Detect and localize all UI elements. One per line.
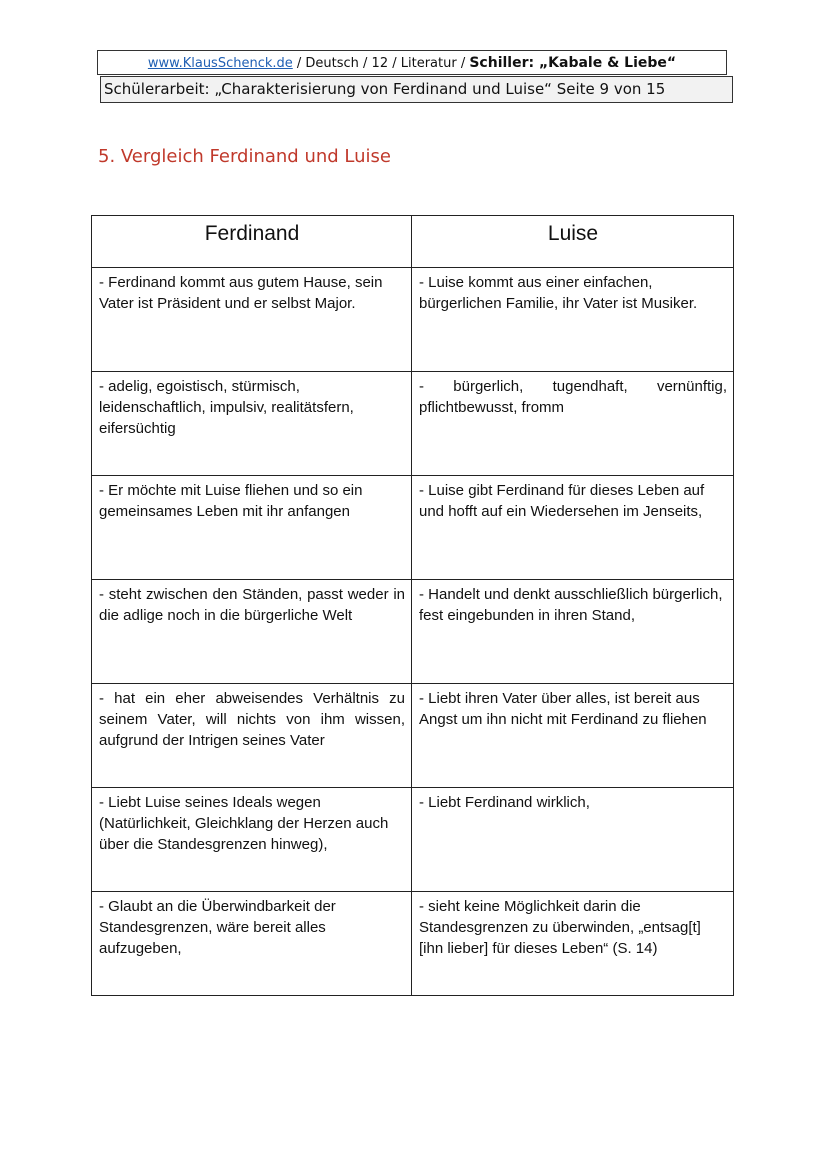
cell-luise: - bürgerlich, tugendhaft, vernünftig, pflichtbewusst, fromm xyxy=(412,372,734,476)
section-title: 5. Vergleich Ferdinand und Luise xyxy=(98,146,391,167)
table-row xyxy=(92,892,734,996)
website-link[interactable]: www.KlausSchenck.de xyxy=(147,56,293,71)
page-subheader: Schülerarbeit: „Charakterisierung von Ferdinand und Luise“ Seite 9 von 15 xyxy=(100,76,733,103)
cell-luise: - sieht keine Möglichkeit darin die Standesgrenzen zu überwinden, „entsag[t] [ihn lieber] für dieses Leben“ (S. 14) xyxy=(412,892,734,996)
cell-ferdinand: - steht zwischen den Ständen, passt weder in die adlige noch in die bürgerliche Welt xyxy=(92,580,412,684)
cell-ferdinand: - Ferdinand kommt aus gutem Hause, sein Vater ist Präsident und er selbst Major. xyxy=(92,268,412,372)
cell-luise: - Handelt und denkt ausschließlich bürgerlich, fest eingebunden in ihren Stand, xyxy=(412,580,734,684)
table-row xyxy=(92,684,734,788)
table-row xyxy=(92,268,734,372)
table-row xyxy=(92,476,734,580)
table-row xyxy=(92,788,734,892)
cell-luise: - Luise kommt aus einer einfachen, bürgerlichen Familie, ihr Vater ist Musiker. xyxy=(412,268,734,372)
column-header-ferdinand: Ferdinand xyxy=(92,216,412,268)
cell-ferdinand: - adelig, egoistisch, stürmisch, leidenschaftlich, impulsiv, realitätsfern, eifersüchtig xyxy=(92,372,412,476)
cell-ferdinand: - Er möchte mit Luise fliehen und so ein gemeinsames Leben mit ihr anfangen xyxy=(92,476,412,580)
table-row xyxy=(92,372,734,476)
column-header-luise: Luise xyxy=(412,216,734,268)
cell-ferdinand: - hat ein eher abweisendes Verhältnis zu seinem Vater, will nichts von ihm wissen, aufgrund der Intrigen seines Vater xyxy=(92,684,412,788)
cell-luise: - Luise gibt Ferdinand für dieses Leben auf und hofft auf ein Wiedersehen im Jenseits, xyxy=(412,476,734,580)
comparison-table xyxy=(91,215,734,996)
cell-ferdinand: - Liebt Luise seines Ideals wegen (Natürlichkeit, Gleichklang der Herzen auch über die Standesgrenzen hinweg), xyxy=(92,788,412,892)
header-path: / Deutsch / 12 / Literatur / xyxy=(292,56,470,71)
cell-ferdinand: - Glaubt an die Überwindbarkeit der Standesgrenzen, wäre bereit alles aufzugeben, xyxy=(92,892,412,996)
cell-luise: - Liebt Ferdinand wirklich, xyxy=(412,788,734,892)
page-header xyxy=(97,50,727,75)
header-work-title: Schiller: „Kabale & Liebe“ xyxy=(469,55,677,71)
cell-luise: - Liebt ihren Vater über alles, ist bereit aus Angst um ihn nicht mit Ferdinand zu fliehen xyxy=(412,684,734,788)
table-header-row xyxy=(92,216,734,268)
table-row xyxy=(92,580,734,684)
